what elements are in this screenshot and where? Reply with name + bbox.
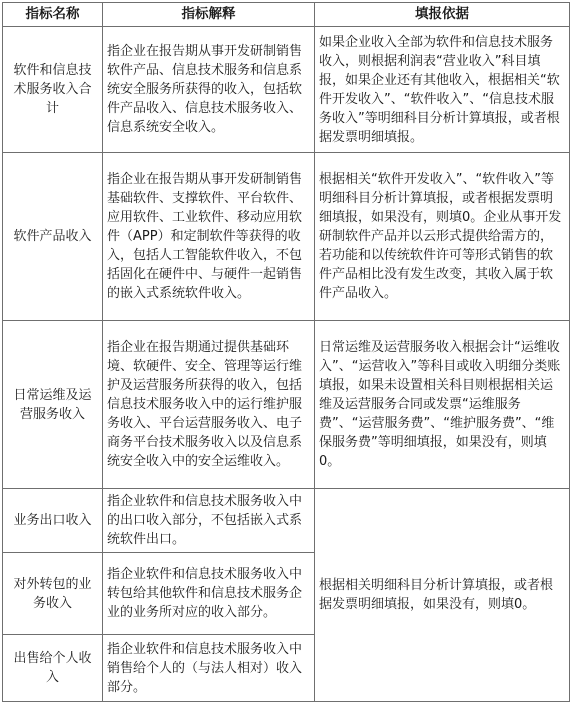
indicator-name-cell: 出售给个人收入 — [3, 635, 103, 702]
header-row — [3, 3, 570, 27]
table-row — [3, 153, 570, 321]
table-row — [3, 489, 570, 553]
indicator-name-cell: 软件和信息技术服务收入合计 — [3, 27, 103, 153]
indicator-explanation-cell: 指企业软件和信息技术服务收入中转包给其他软件和信息技术服务企业的业务所对应的收入部分。 — [103, 553, 315, 635]
reporting-basis-cell: 日常运维及运营服务收入根据会计“运维收入”、“运营收入”等科目或收入明细分类账填报，如果未设置相关科目则根据相关运维及运营服务合同或发票“运维服务费”、“运营服务费”、“维护服务费”、“维保服务费”等明细填报，如果没有，则填0。 — [315, 321, 570, 489]
indicator-explanation-cell: 指企业在报告期从事开发研制销售软件产品、信息技术服务和信息系统安全服务所获得的收入，包括软件产品收入、信息技术服务收入、信息系统安全收入。 — [103, 27, 315, 153]
indicator-explanation-cell: 指企业在报告期通过提供基础环境、软硬件、安全、管理等运行维护及运营服务所获得的收入，包括信息技术服务收入中的运行维护服务收入、平台运营服务收入、电子商务平台技术服务收入以及信息系统安全收入中的安全运维收入。 — [103, 321, 315, 489]
table-row — [3, 321, 570, 489]
reporting-basis-cell: 如果企业收入全部为软件和信息技术服务收入，则根据利润表“营业收入”科目填报，如果企业还有其他收入，根据相关“软件开发收入”、“软件收入”、“信息技术服务收入”等明细科目分析计算填报，或者根据发票明细填报。 — [315, 27, 570, 153]
indicator-explanation-cell: 指企业软件和信息技术服务收入中的出口收入部分，不包括嵌入式系统软件出口。 — [103, 489, 315, 553]
header-indicator-name: 指标名称 — [3, 3, 103, 27]
reporting-basis-cell: 根据相关“软件开发收入”、“软件收入”等明细科目分析计算填报，或者根据发票明细填报，如果没有，则填0。企业从事开发研制软件产品并以云形式提供给需方的，若功能和以传统软件许可等形式销售的软件产品相比没有发生改变，其收入属于软件产品收入。 — [315, 153, 570, 321]
header-reporting-basis: 填报依据 — [315, 3, 570, 27]
indicator-name-cell: 日常运维及运营服务收入 — [3, 321, 103, 489]
table-row — [3, 27, 570, 153]
indicator-table — [2, 2, 570, 702]
indicator-name-cell: 对外转包的业务收入 — [3, 553, 103, 635]
merged-reporting-basis-cell: 根据相关明细科目分析计算填报，或者根据发票明细填报，如果没有，则填0。 — [315, 489, 570, 702]
indicator-explanation-cell: 指企业软件和信息技术服务收入中销售给个人的（与法人相对）收入部分。 — [103, 635, 315, 702]
indicator-name-cell: 业务出口收入 — [3, 489, 103, 553]
indicator-name-cell: 软件产品收入 — [3, 153, 103, 321]
header-indicator-explanation: 指标解释 — [103, 3, 315, 27]
indicator-explanation-cell: 指企业在报告期从事开发研制销售基础软件、支撑软件、平台软件、应用软件、工业软件、移动应用软件（APP）和定制软件等获得的收入，包括人工智能软件收入，不包括固化在硬件中、与硬件一起销售的嵌入式系统软件收入。 — [103, 153, 315, 321]
